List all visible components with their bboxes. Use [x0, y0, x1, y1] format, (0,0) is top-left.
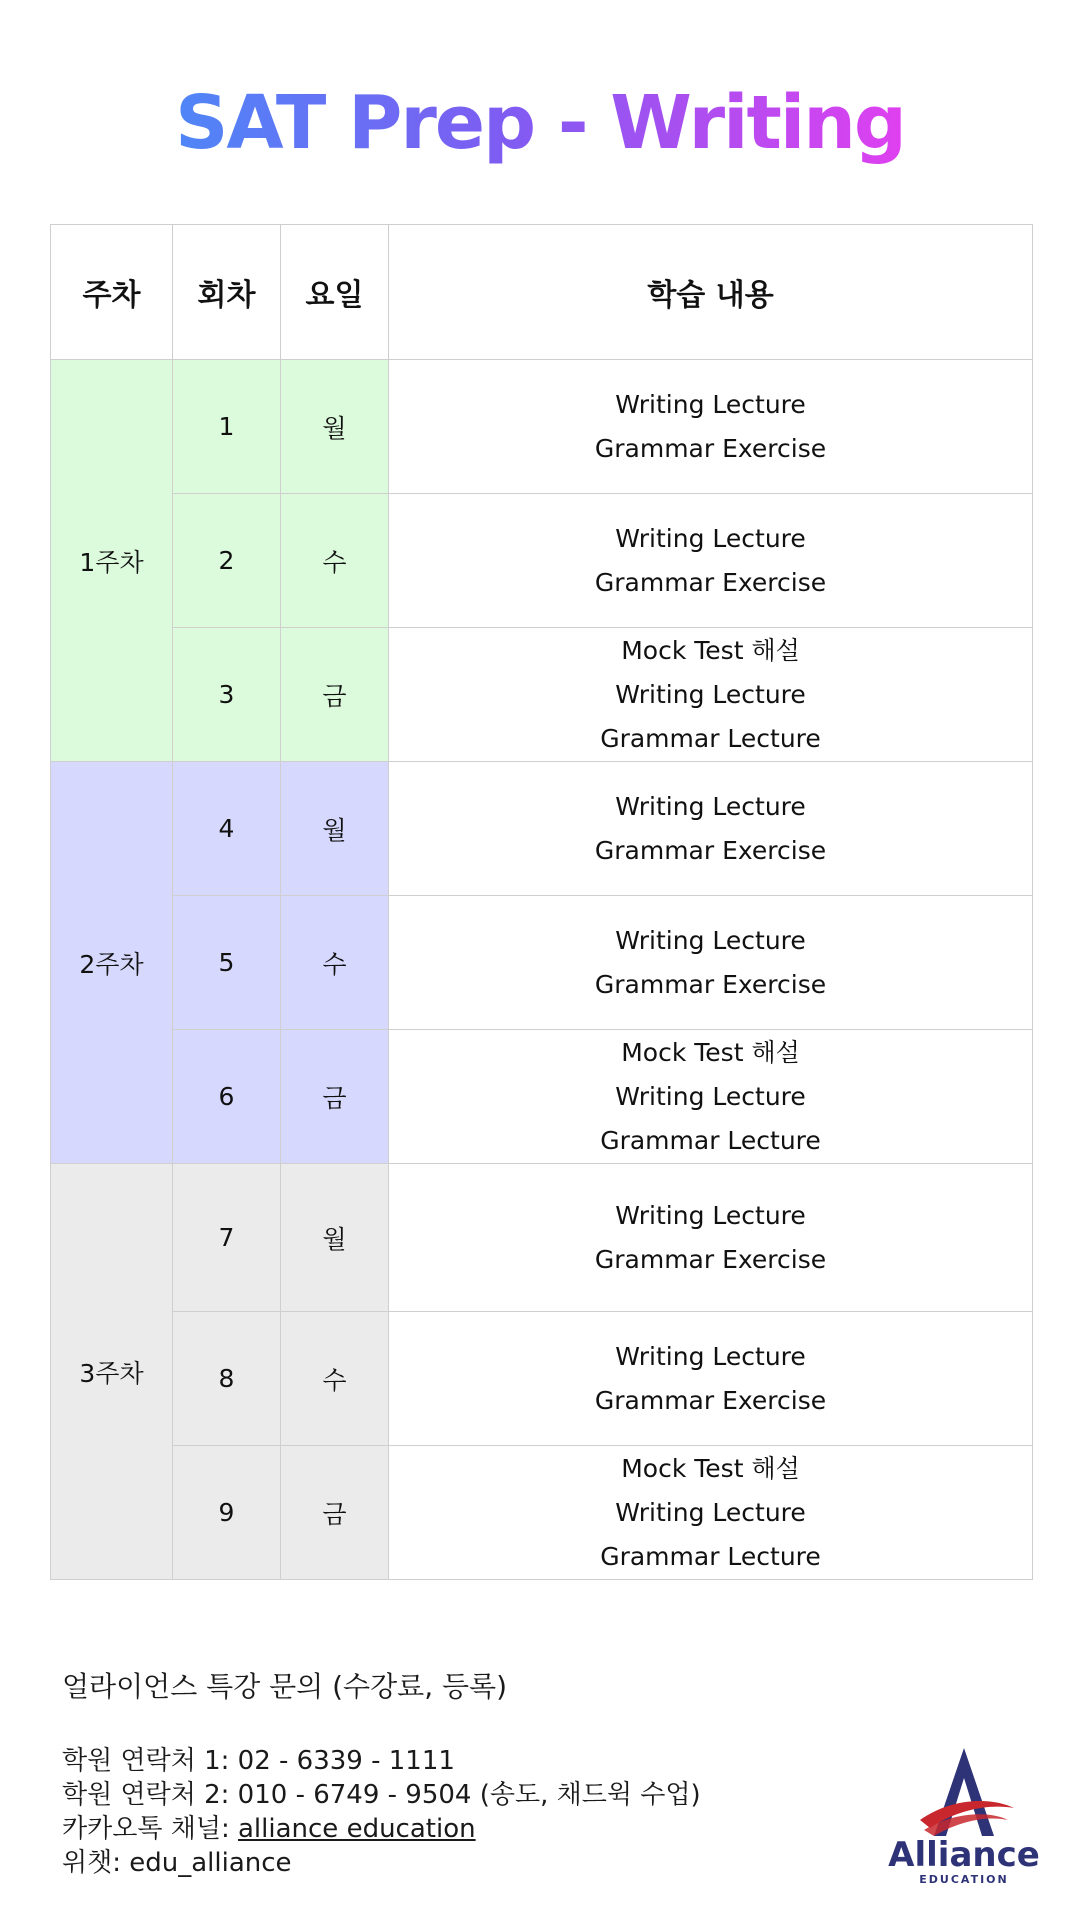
wechat-id: 위챗: edu_alliance — [62, 1848, 292, 1878]
content-cell — [389, 494, 1033, 628]
content-line: Writing Lecture — [615, 1200, 806, 1230]
contact-footer — [62, 1670, 701, 1880]
content-cell — [389, 896, 1033, 1030]
content-line: Writing Lecture — [615, 679, 806, 709]
inquiry-headline: 얼라이언스 특강 문의 (수강료, 등록) — [62, 1670, 508, 1703]
week-cell: 1주차 — [51, 360, 173, 762]
table-row — [51, 1164, 1033, 1312]
table-row — [51, 1030, 1033, 1164]
table-row — [51, 628, 1033, 762]
alliance-a-logo-icon — [920, 1748, 1014, 1836]
day-cell: 수 — [281, 1312, 389, 1446]
header-day: 요일 — [281, 225, 389, 360]
content-line: Mock Test 해설 — [621, 1037, 800, 1067]
header-session: 회차 — [173, 225, 281, 360]
header-content: 학습 내용 — [389, 225, 1033, 360]
table-row — [51, 1312, 1033, 1446]
content-line: Grammar Lecture — [600, 723, 821, 753]
day-cell: 월 — [281, 360, 389, 494]
day-cell: 월 — [281, 1164, 389, 1312]
content-cell — [389, 1164, 1033, 1312]
header-week: 주차 — [51, 225, 173, 360]
kakao-link[interactable]: alliance education — [238, 1814, 476, 1844]
day-cell: 월 — [281, 762, 389, 896]
content-cell — [389, 1030, 1033, 1164]
day-cell: 수 — [281, 494, 389, 628]
contact-phone-2: 학원 연락처 2: 010 - 6749 - 9504 (송도, 채드윅 수업) — [62, 1780, 701, 1810]
content-line: Grammar Exercise — [594, 835, 827, 865]
schedule-table — [50, 224, 1033, 1580]
session-cell: 4 — [173, 762, 281, 896]
day-cell: 금 — [281, 1446, 389, 1580]
content-line: Writing Lecture — [615, 791, 806, 821]
content-line: Mock Test 해설 — [621, 635, 800, 665]
content-line: Mock Test 해설 — [621, 1453, 800, 1483]
logo-subtitle: EDUCATION — [919, 1873, 1009, 1886]
kakao-label: 카카오톡 채널: — [62, 1814, 238, 1844]
day-cell: 수 — [281, 896, 389, 1030]
content-cell — [389, 628, 1033, 762]
content-line: Grammar Lecture — [600, 1125, 821, 1155]
content-line: Grammar Exercise — [594, 1244, 827, 1274]
content-line: Grammar Lecture — [600, 1541, 821, 1571]
table-header-row — [51, 225, 1033, 360]
table-row — [51, 896, 1033, 1030]
kakao-channel — [62, 1812, 701, 1846]
content-line: Writing Lecture — [615, 925, 806, 955]
content-cell — [389, 1312, 1033, 1446]
table-row — [51, 360, 1033, 494]
day-cell: 금 — [281, 628, 389, 762]
content-line: Writing Lecture — [615, 389, 806, 419]
content-line: Writing Lecture — [615, 523, 806, 553]
day-cell: 금 — [281, 1030, 389, 1164]
session-cell: 8 — [173, 1312, 281, 1446]
content-line: Grammar Exercise — [594, 567, 827, 597]
page-title-text: SAT Prep - Writing — [175, 80, 905, 166]
session-cell: 5 — [173, 896, 281, 1030]
content-line: Grammar Exercise — [594, 1385, 827, 1415]
session-cell: 9 — [173, 1446, 281, 1580]
content-line: Grammar Exercise — [594, 969, 827, 999]
content-cell — [389, 360, 1033, 494]
session-cell: 6 — [173, 1030, 281, 1164]
table-row — [51, 494, 1033, 628]
page-title — [0, 78, 1080, 168]
table-row — [51, 762, 1033, 896]
session-cell: 2 — [173, 494, 281, 628]
content-cell — [389, 762, 1033, 896]
content-cell — [389, 1446, 1033, 1580]
schedule-body — [51, 360, 1033, 1580]
content-line: Writing Lecture — [615, 1341, 806, 1371]
session-cell: 1 — [173, 360, 281, 494]
week-cell: 3주차 — [51, 1164, 173, 1580]
content-line: Grammar Exercise — [594, 433, 827, 463]
logo-wordmark: Alliance — [888, 1835, 1040, 1875]
session-cell: 3 — [173, 628, 281, 762]
content-line: Writing Lecture — [615, 1081, 806, 1111]
week-cell: 2주차 — [51, 762, 173, 1164]
content-line: Writing Lecture — [615, 1497, 806, 1527]
contact-phone-1: 학원 연락처 1: 02 - 6339 - 1111 — [62, 1746, 455, 1776]
alliance-logo — [884, 1738, 1044, 1888]
table-row — [51, 1446, 1033, 1580]
session-cell: 7 — [173, 1164, 281, 1312]
